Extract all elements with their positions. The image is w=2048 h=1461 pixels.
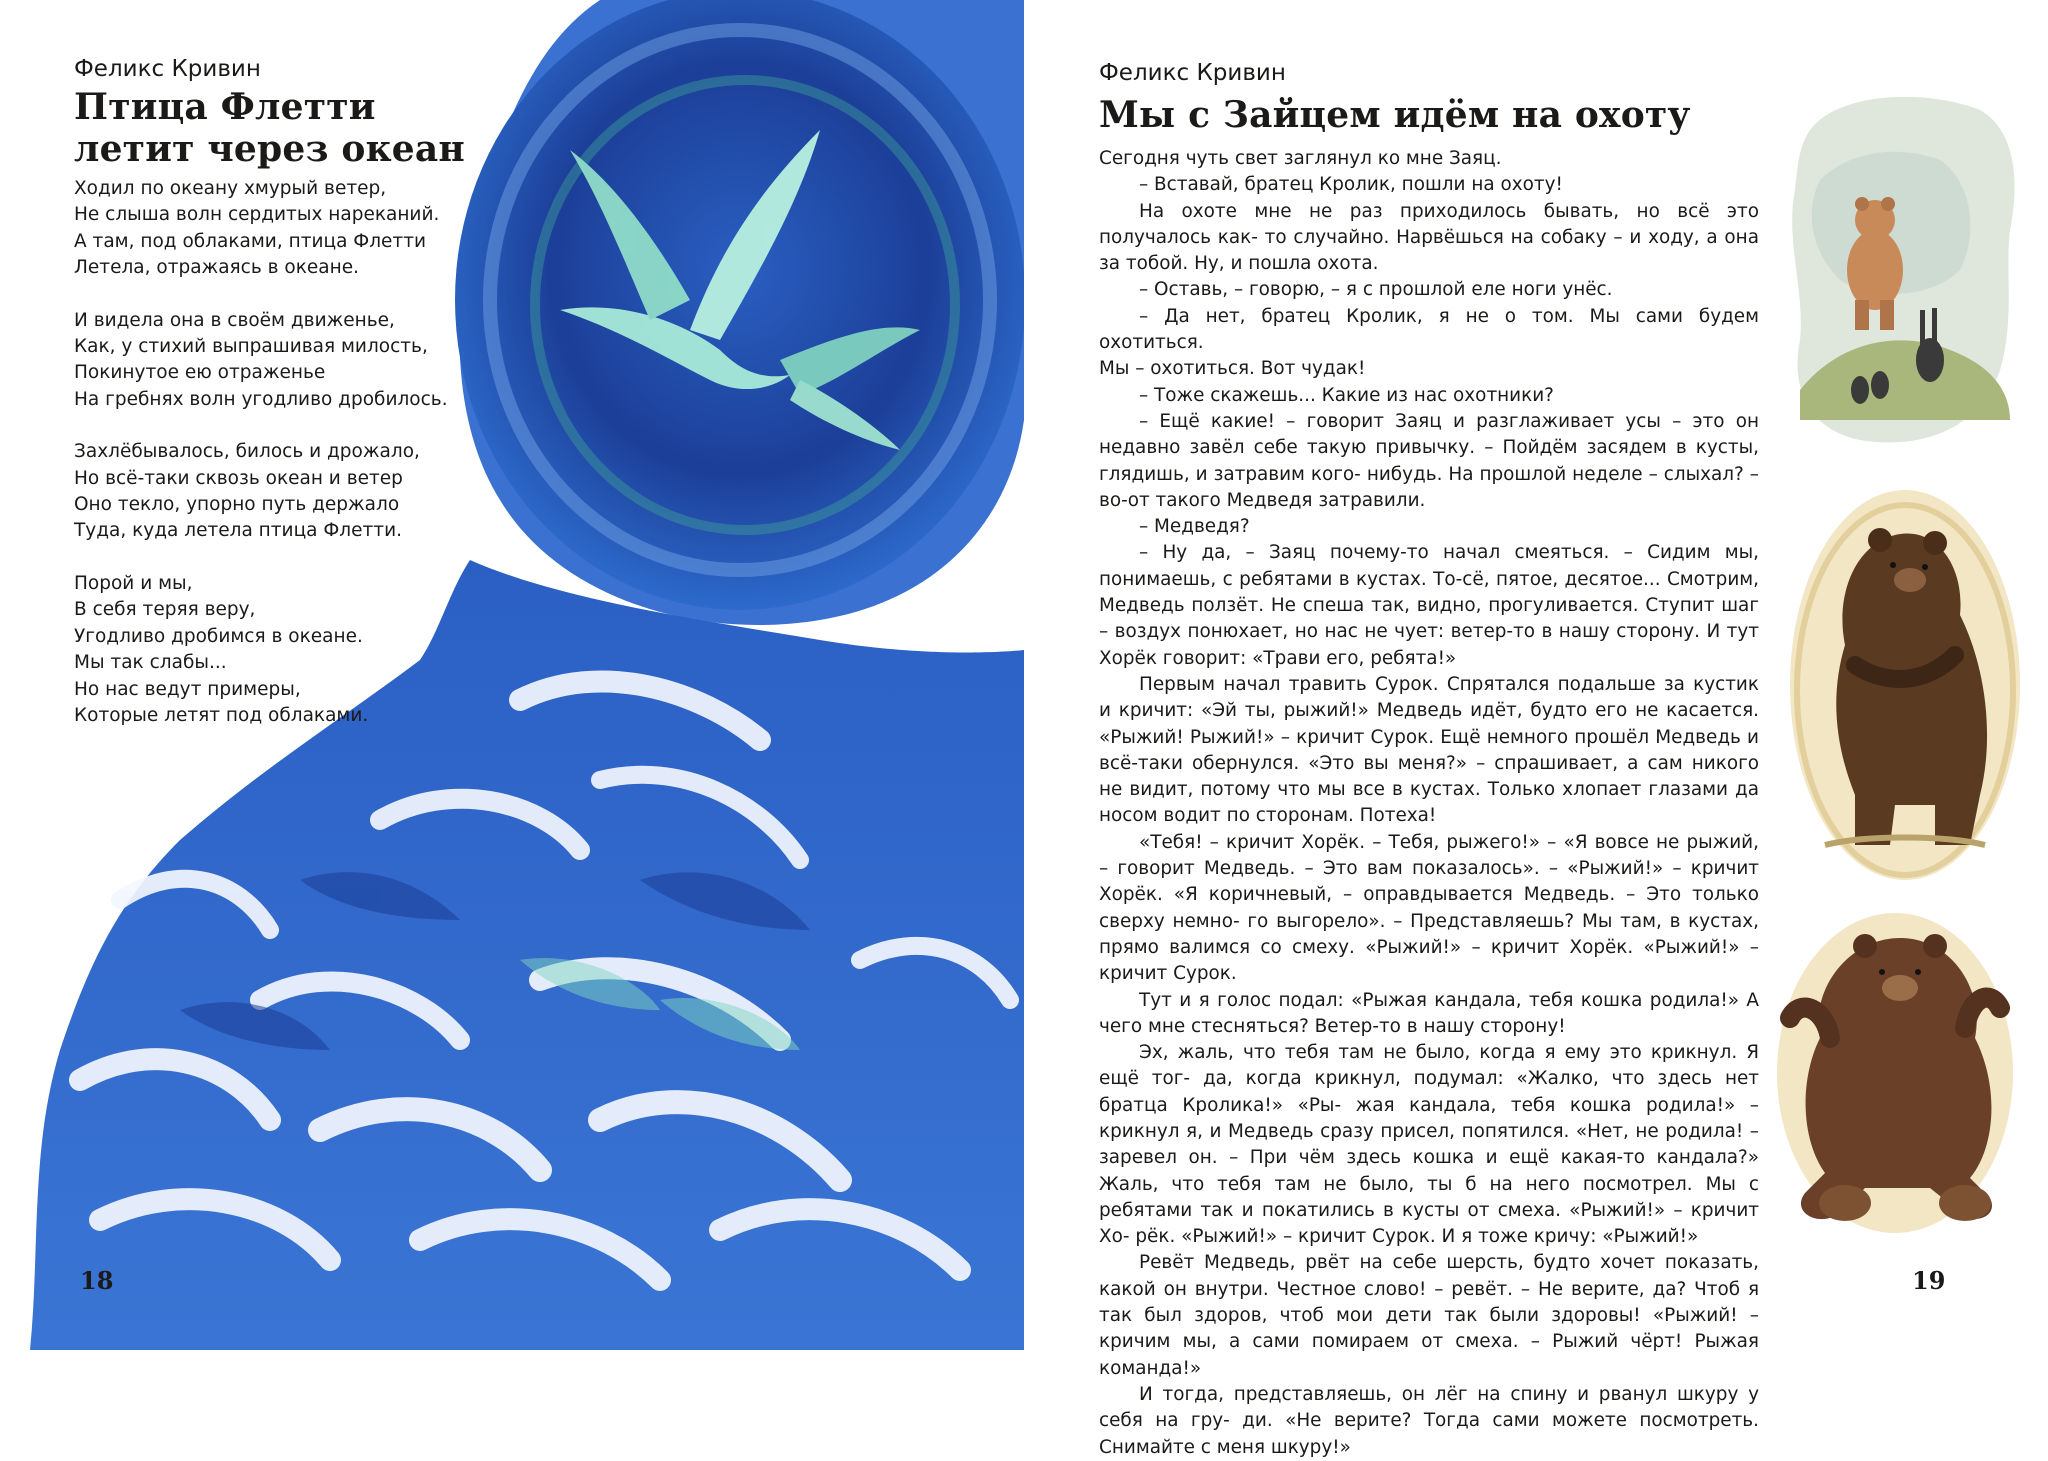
stanza: [74, 176, 524, 282]
verse-line: Но всё-таки сквозь океан и ветер: [74, 467, 403, 489]
bear-and-rabbits-vignette: [1780, 90, 2020, 455]
stanza: [74, 439, 524, 545]
story-line: – Оставь, – говорю, – я с прошлой еле ноги унёс.: [1139, 279, 1613, 301]
story-paragraph: [1099, 830, 1759, 988]
story-paragraph: [1099, 514, 1759, 540]
story-line: со смеху. «Рыжий!» – кричит Хорёк. «Рыжий!» – кричит Сурок.: [1099, 936, 1759, 985]
verse-line: Порой и мы,: [74, 572, 193, 594]
story-line: Только хлопает глазами да носом водит по сторонам. Потеха!: [1099, 779, 1759, 827]
story-title: Мы с Зайцем идём на охоту: [1099, 94, 1691, 136]
story-line: «Эй ты, рыжий!» Медведь идёт, будто его не касается. «Рыжий! Рыжий!» –: [1099, 700, 1759, 748]
story-paragraph: [1099, 383, 1759, 409]
story-line: «Тебя! – кричит Хорёк. – Тебя, рыжего!» – «Я вовсе не рыжий, –: [1099, 831, 1759, 880]
author-name: Феликс Кривин: [74, 56, 261, 82]
story-line: И тогда, представляешь, он лёг на спину и рванул шкуру у себя на гру-: [1099, 1383, 1759, 1432]
story-line: ди. «Не верите? Тогда сами можете посмотреть. Снимайте с меня шкуру!»: [1099, 1410, 1759, 1458]
verse-line: И видела она в своём движенье,: [74, 309, 395, 331]
sitting-bear-vignette: [1770, 898, 2020, 1238]
story-line: Не спеша так, видно, прогуливается. Ступит шаг – воздух понюхает, но: [1099, 595, 1759, 643]
story-line: – Да нет, братец Кролик, я не о том. Мы сами будем охотиться.: [1099, 305, 1759, 354]
story-paragraph: [1099, 1382, 1759, 1461]
story-paragraph: [1099, 672, 1759, 830]
story-line: Сегодня чуть свет заглянул ко мне Заяц.: [1099, 148, 1502, 169]
story-paragraph: [1099, 1250, 1759, 1381]
stanza: [74, 571, 524, 729]
story-block: [1099, 58, 1759, 1461]
story-line: – Медведя?: [1139, 516, 1250, 538]
story-line: охота.: [1317, 253, 1379, 275]
verse-line: На гребнях волн угодливо дробилось.: [74, 388, 448, 410]
story-line: от смеха. – Рыжий чёрт! Рыжая команда!»: [1099, 1331, 1759, 1379]
story-line: себе такую привычку. – Пойдём засядем в кусты, глядишь, и затравим кого-: [1099, 437, 1759, 485]
story-line: внутри. Честное слово! – ревёт. – Не верите, да? Чтоб я так был здоров,: [1099, 1278, 1760, 1327]
verse-line: Мы так слабы...: [74, 652, 227, 674]
verse-line: Которые летят под облаками.: [74, 704, 369, 726]
verse-line: Покинутое ею отраженье: [74, 362, 326, 384]
verse-line: Угодливо дробимся в океане.: [74, 625, 363, 647]
story-line: какая-то кандала?» Жаль, что тебя там не было, ты б на него посмотрел.: [1099, 1147, 1759, 1195]
left-page: [0, 0, 1024, 1350]
story-line: то случайно. Нарвёшься на собаку – и ходу, а она за тобой. Ну, и пошла: [1099, 226, 1759, 275]
story-line: говорит Медведь. – Это вам показалось». – «Рыжий!» – кричит Хорёк.: [1099, 858, 1759, 906]
story-paragraph: [1099, 199, 1759, 278]
verse-line: Захлёбывалось, билось и дрожало,: [74, 441, 420, 463]
verse-line: Ходил по океану хмурый ветер,: [74, 178, 387, 199]
story-paragraph: [1099, 277, 1759, 303]
story-line: На охоте мне не раз приходилось бывать, но всё это получалось как-: [1099, 200, 1759, 248]
story-line: нас не чует: ветер-то в нашу сторону. И тут Хорёк говорит: «Трави его,: [1099, 621, 1759, 669]
story-line: Мы – охотиться. Вот чудак!: [1099, 358, 1366, 380]
story-line: меня?» – спрашивает, а сам никого не видит, потому что мы все в кустах.: [1099, 752, 1759, 801]
verse-line: Не слыша волн сердитых нареканий.: [74, 204, 440, 226]
poem-title: [74, 86, 524, 170]
story-line: жая кандала, тебя кошка родила!» – крикнул я, и Медведь сразу присел,: [1099, 1094, 1759, 1142]
story-line: «Я коричневый, – оправдывается Медведь. – Это только сверху немно-: [1099, 884, 1759, 932]
verse-line: Но нас ведут примеры,: [74, 678, 301, 700]
stanza: [74, 308, 524, 414]
story-paragraph: [1099, 172, 1759, 198]
story-line: Эх, жаль, что тебя там не было, когда я ему это крикнул. Я ещё тог-: [1099, 1042, 1759, 1090]
verse-line: Туда, куда летела птица Флетти.: [74, 520, 402, 542]
story-paragraph: [1099, 1040, 1759, 1250]
page-number: 19: [1912, 1266, 1946, 1295]
poem-block: [74, 54, 524, 755]
story-line: рёк. «Рыжий!» – кричит Сурок. И я тоже кричу: «Рыжий!»: [1135, 1226, 1699, 1248]
story-line: Ревёт Медведь, рвёт на себе шерсть, будто хочет показать, какой он: [1099, 1252, 1759, 1300]
poem-body: [74, 176, 524, 729]
story-line: Мы с ребятами так и покатились в кусты от смеха. «Рыжий!» – кричит Хо-: [1099, 1173, 1759, 1248]
verse-line: Оно текло, упорно путь держало: [74, 494, 400, 516]
story-line: нибудь. На прошлой неделе – слыхал? – во-от такого Медведя затравили.: [1099, 463, 1759, 511]
story-line: чтоб мои дети так были здоровы! «Рыжий! – кричим мы, а сами помираем: [1099, 1305, 1759, 1353]
verse-line: Как, у стихий выпрашивая милость,: [74, 336, 428, 358]
title-line: Птица Флетти: [74, 86, 376, 128]
story-line: Тут и я голос подал: «Рыжая кандала, тебя кошка родила!» А чего мне: [1099, 989, 1759, 1037]
author-name: Феликс Кривин: [1099, 60, 1286, 86]
story-line: ребята!»: [1370, 647, 1457, 669]
story-line: – Вставай, братец Кролик, пошли на охоту!: [1139, 174, 1563, 196]
story-line: с ребятами в кустах. То-сё, пятое, десятое... Смотрим, Медведь ползёт.: [1099, 568, 1759, 617]
story-line: попятился. «Нет, не родила! – заревел он. – При чём здесь кошка и ещё: [1099, 1120, 1759, 1169]
page-number: 18: [80, 1266, 114, 1295]
story-paragraph: [1099, 146, 1759, 172]
story-line: стесняться? Ветер-то в нашу сторону!: [1191, 1015, 1566, 1037]
story-line: кричит Сурок. Ещё немного прошёл Медведь и всё-таки обернулся. «Это вы: [1099, 726, 1759, 774]
story-paragraph: [1099, 356, 1759, 382]
story-line: – Тоже скажешь... Какие из нас охотники?: [1139, 384, 1554, 406]
verse-line: Летела, отражаясь в океане.: [74, 257, 359, 279]
story-paragraph: [1099, 304, 1759, 357]
verse-line: В себя теряя веру,: [74, 599, 256, 621]
story-paragraph: [1099, 988, 1759, 1041]
story-line: да, когда крикнул, подумал: «Жалко, что здесь нет братца Кролика!» «Ры-: [1099, 1068, 1759, 1116]
title-line: летит через океан: [74, 128, 465, 170]
standing-bear-vignette: [1785, 485, 2025, 885]
story-line: го выгорело». – Представляешь? Мы там, в кустах, прямо валимся: [1099, 910, 1759, 958]
story-line: – Ну да, – Заяц почему-то начал смеяться. – Сидим мы, понимаешь,: [1099, 542, 1759, 590]
story-paragraph: [1099, 409, 1759, 514]
story-body: [1099, 146, 1759, 1461]
story-line: Первым начал травить Сурок. Спрятался подальше за кустик и кричит:: [1099, 673, 1759, 722]
verse-line: А там, под облаками, птица Флетти: [74, 230, 427, 252]
story-paragraph: [1099, 540, 1759, 671]
story-line: – Ещё какие! – говорит Заяц и разглаживает усы – это он недавно завёл: [1099, 410, 1759, 459]
